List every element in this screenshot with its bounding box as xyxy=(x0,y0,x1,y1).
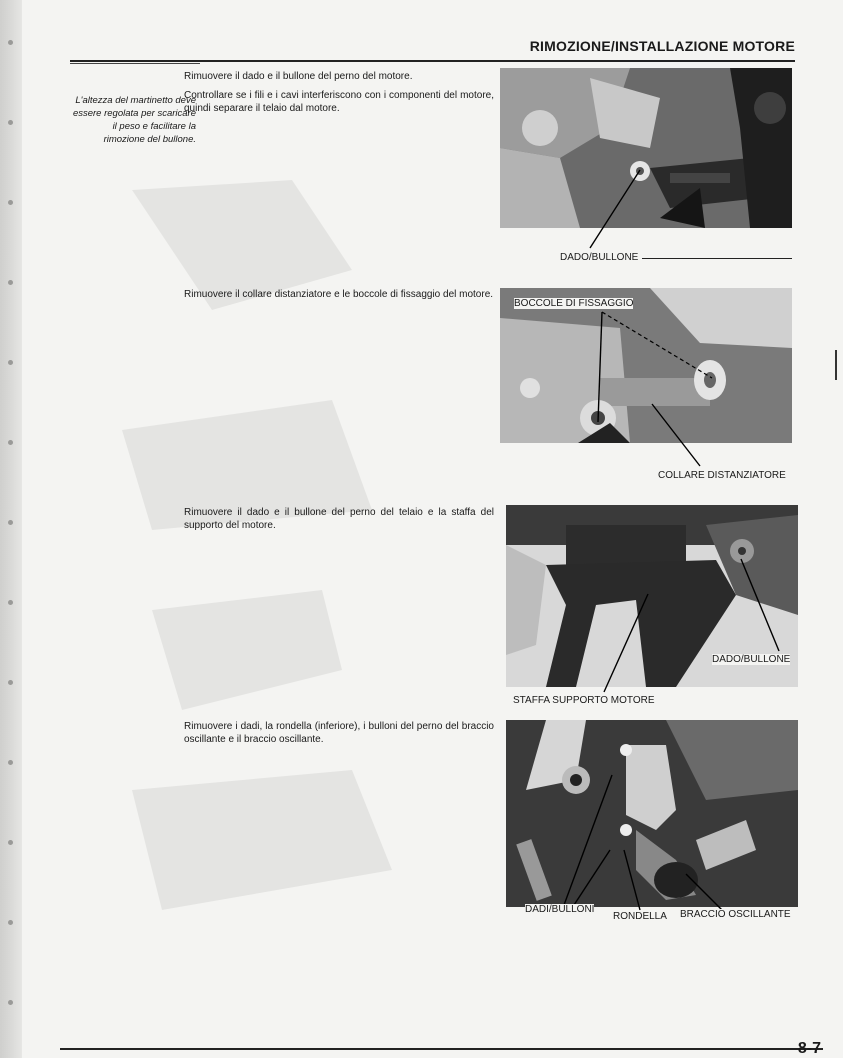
step-3-paragraph: Rimuovere il dado e il bullone del perno del telaio e la staffa del supporto del motore. xyxy=(184,507,494,531)
manual-page xyxy=(22,0,843,1058)
step-4-text xyxy=(184,720,494,752)
header-rule xyxy=(70,60,795,62)
binding-edge xyxy=(0,0,22,1058)
section-rule xyxy=(642,258,792,259)
binding-hole xyxy=(8,440,13,445)
page-title: RIMOZIONE/INSTALLAZIONE MOTORE xyxy=(529,38,795,54)
binding-hole xyxy=(8,280,13,285)
callout-collare: COLLARE DISTANZIATORE xyxy=(658,470,786,481)
binding-hole xyxy=(8,1000,13,1005)
page-number: 8-7 xyxy=(797,1040,821,1057)
step-1-paragraph: Controllare se i fili e i cavi interferiscono con i componenti del motore, quindi separare il telaio dal motore. xyxy=(184,90,494,114)
callout-dado-bullone: DADO/BULLONE xyxy=(560,252,639,263)
callout-boccole: BOCCOLE DI FISSAGGIO xyxy=(514,298,634,309)
binding-hole xyxy=(8,360,13,365)
binding-hole xyxy=(8,200,13,205)
callout-dado-bullone: DADO/BULLONE xyxy=(712,654,791,665)
binding-hole xyxy=(8,600,13,605)
show-through-shadow xyxy=(92,150,512,970)
callout-braccio-oscillante: BRACCIO OSCILLANTE xyxy=(680,909,791,920)
step-1-paragraph: Rimuovere il dado e il bullone del perno del motore. xyxy=(184,71,413,82)
step-4-paragraph: Rimuovere i dadi, la rondella (inferiore), i bulloni del perno del braccio oscillante e il braccio oscillante. xyxy=(184,721,494,745)
callout-rondella: RONDELLA xyxy=(613,911,667,922)
leader-line xyxy=(737,555,797,655)
side-column-rule xyxy=(70,63,200,64)
callout-dadi-bulloni: DADI/BULLONI xyxy=(525,904,595,915)
leader-line xyxy=(582,590,662,700)
step-2-text xyxy=(184,288,494,307)
step-3-text xyxy=(184,506,494,538)
step-1-text xyxy=(184,70,494,121)
binding-hole xyxy=(8,760,13,765)
binding-hole xyxy=(8,40,13,45)
footer-rule xyxy=(60,1048,823,1050)
binding-hole xyxy=(8,120,13,125)
side-note: L'altezza del martinetto deve essere regolata per scaricare il peso e facilitare la rimozione del bullone. xyxy=(72,95,196,145)
binding-hole xyxy=(8,840,13,845)
leader-line xyxy=(567,160,667,250)
leader-line xyxy=(552,765,672,915)
leader-line xyxy=(642,400,742,470)
binding-hole xyxy=(8,680,13,685)
page-edge-mark xyxy=(835,350,837,380)
step-2-paragraph: Rimuovere il collare distanziatore e le boccole di fissaggio del motore. xyxy=(184,289,494,300)
binding-hole xyxy=(8,920,13,925)
binding-hole xyxy=(8,520,13,525)
callout-staffa: STAFFA SUPPORTO MOTORE xyxy=(513,695,655,706)
